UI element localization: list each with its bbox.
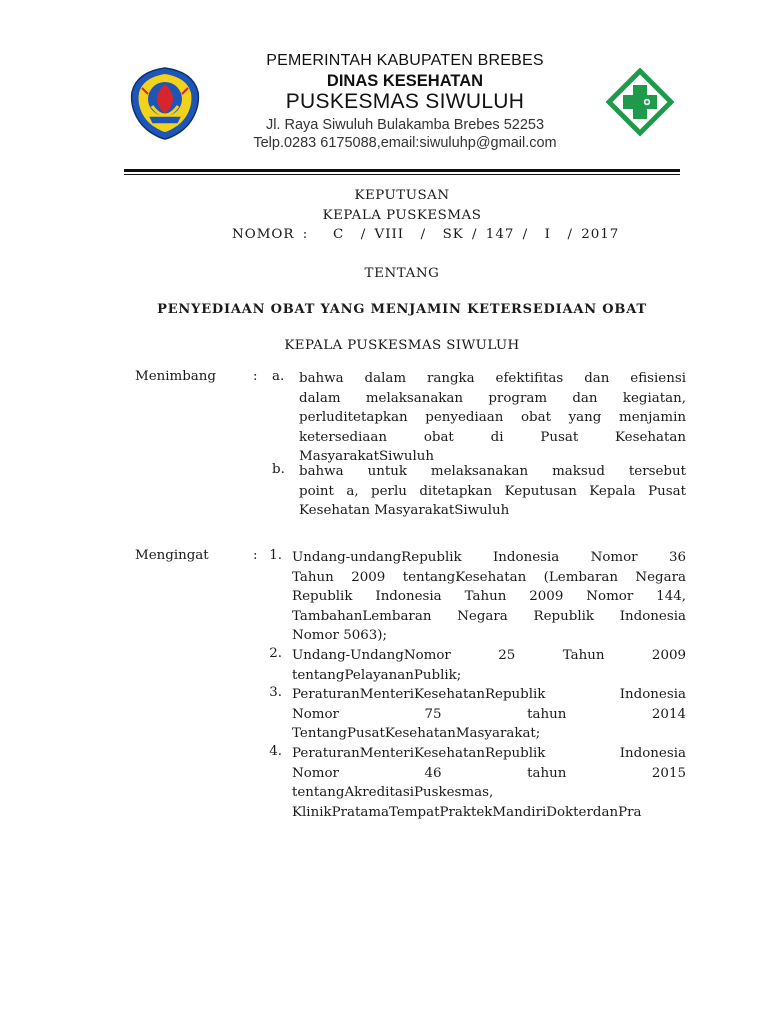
text-line: Kesehatan MasyarakatSiwuluh: [299, 503, 510, 518]
text-line: dalam melaksanakan program dan kegiatan,: [299, 390, 686, 406]
mengingat-item-number: 3.: [269, 685, 282, 700]
text-line: Undang-undangRepublik Indonesia Nomor 36: [292, 550, 686, 565]
mengingat-item-number: 4.: [269, 744, 282, 759]
menimbang-label: Menimbang: [135, 369, 216, 384]
kepala-heading: KEPALA PUSKESMAS: [322, 208, 482, 223]
menimbang-b-mark: b.: [272, 462, 285, 477]
puskesmas-green-cross-icon: [606, 68, 674, 136]
text-line: Nomor 5063);: [292, 628, 388, 643]
letterhead-rule-thick: [124, 169, 680, 172]
kop-line-pemerintah: PEMERINTAH KABUPATEN BREBES: [266, 52, 544, 69]
kop-line-address: Jl. Raya Siwuluh Bulakamba Brebes 52253: [265, 117, 545, 133]
mengingat-item-2: [292, 646, 686, 685]
mengingat-item-1: [292, 548, 686, 646]
text-line: bahwa dalam rangka efektifitas dan efisiensi: [299, 371, 686, 386]
mengingat-item-4: [292, 744, 686, 822]
mengingat-colon: :: [253, 548, 258, 563]
menimbang-a-mark: a.: [272, 369, 285, 384]
mengingat-item-number: 2.: [269, 646, 282, 661]
kop-line-puskesmas: PUSKESMAS SIWULUH: [285, 90, 525, 113]
text-line: Republik Indonesia Tahun 2009 Nomor 144,: [292, 589, 686, 604]
menimbang-b-text: [299, 462, 686, 521]
text-line: tentangPelayananPublik;: [292, 667, 462, 683]
text-line: Nomor 75 tahun 2014: [292, 706, 686, 722]
letterhead-rule-thin: [124, 174, 680, 175]
brebes-regency-emblem-icon: [128, 66, 202, 140]
document-title: PENYEDIAAN OBAT YANG MENJAMIN KETERSEDIAAN OBAT: [157, 302, 647, 317]
text-line: PeraturanMenteriKesehatanRepublik Indonesia: [292, 746, 686, 761]
text-line: perluditetapkan penyediaan obat yang menjamin: [299, 410, 686, 425]
kop-line-contact: Telp.0283 6175088,email:siwuluhp@gmail.com: [253, 135, 557, 151]
nomor-line: NOMOR : C / VIII / SK / 147 / I / 2017: [232, 227, 620, 242]
tentang-heading: TENTANG: [364, 266, 440, 281]
menimbang-a-text: [299, 369, 686, 467]
text-line: tentangAkreditasiPuskesmas,: [292, 785, 494, 800]
text-line: Tahun 2009 tentangKesehatan (Lembaran Negara: [292, 569, 686, 585]
text-line: TambahanLembaran Negara Republik Indonesia: [292, 608, 686, 624]
keputusan-heading: KEPUTUSAN: [354, 188, 450, 203]
mengingat-item-number: 1.: [269, 548, 282, 563]
text-line: MasyarakatSiwuluh: [299, 449, 435, 464]
mengingat-item-3: [292, 685, 686, 744]
kepala-siwuluh-heading: KEPALA PUSKESMAS SIWULUH: [284, 338, 520, 353]
text-line: Undang-UndangNomor 25 Tahun 2009: [292, 648, 686, 663]
text-line: point a, perlu ditetapkan Keputusan Kepala Pusat: [299, 483, 686, 499]
letterhead: [0, 0, 768, 180]
text-line: PeraturanMenteriKesehatanRepublik Indonesia: [292, 687, 686, 702]
menimbang-colon: :: [253, 369, 258, 384]
text-line: TentangPusatKesehatanMasyarakat;: [292, 726, 541, 741]
text-line: KlinikPratamaTempatPraktekMandiriDokterdanPra: [292, 804, 642, 820]
mengingat-label: Mengingat: [135, 548, 209, 563]
text-line: ketersediaan obat di Pusat Kesehatan: [299, 429, 686, 445]
text-line: bahwa untuk melaksanakan maksud tersebut: [299, 464, 686, 479]
kop-line-dinas: DINAS KESEHATAN: [326, 72, 484, 90]
text-line: Nomor 46 tahun 2015: [292, 765, 686, 781]
